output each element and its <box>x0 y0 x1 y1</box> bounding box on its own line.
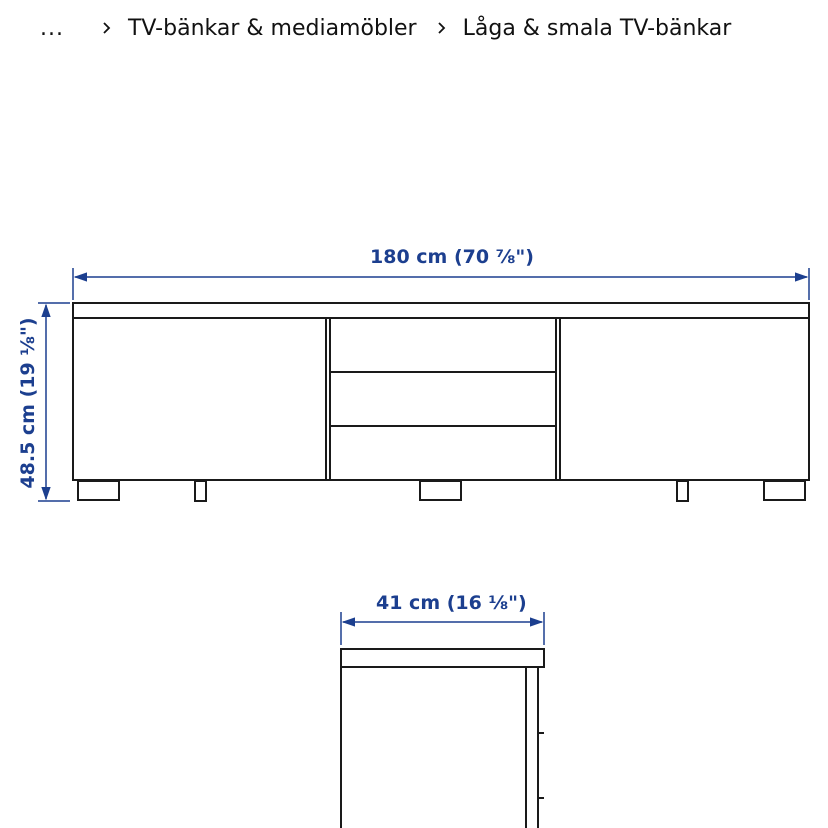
breadcrumb-low-narrow-tv-benches[interactable]: Låga & smala TV-bänkar <box>462 15 732 41</box>
tv-bench-front-view <box>73 303 809 501</box>
breadcrumb-ellipsis[interactable]: ... <box>40 15 64 41</box>
width-dimension-line <box>73 268 809 300</box>
tv-bench-side-view <box>341 649 544 828</box>
height-dimension-line <box>38 303 70 501</box>
height-dimension-label: 48.5 cm (19 ⅛") <box>17 317 39 489</box>
depth-dimension-label: 41 cm (16 ⅛") <box>376 592 527 614</box>
breadcrumb-tv-benches[interactable]: TV-bänkar & mediamöbler <box>127 15 417 41</box>
width-dimension-label: 180 cm (70 ⅞") <box>370 246 534 268</box>
depth-dimension-line <box>341 612 544 645</box>
